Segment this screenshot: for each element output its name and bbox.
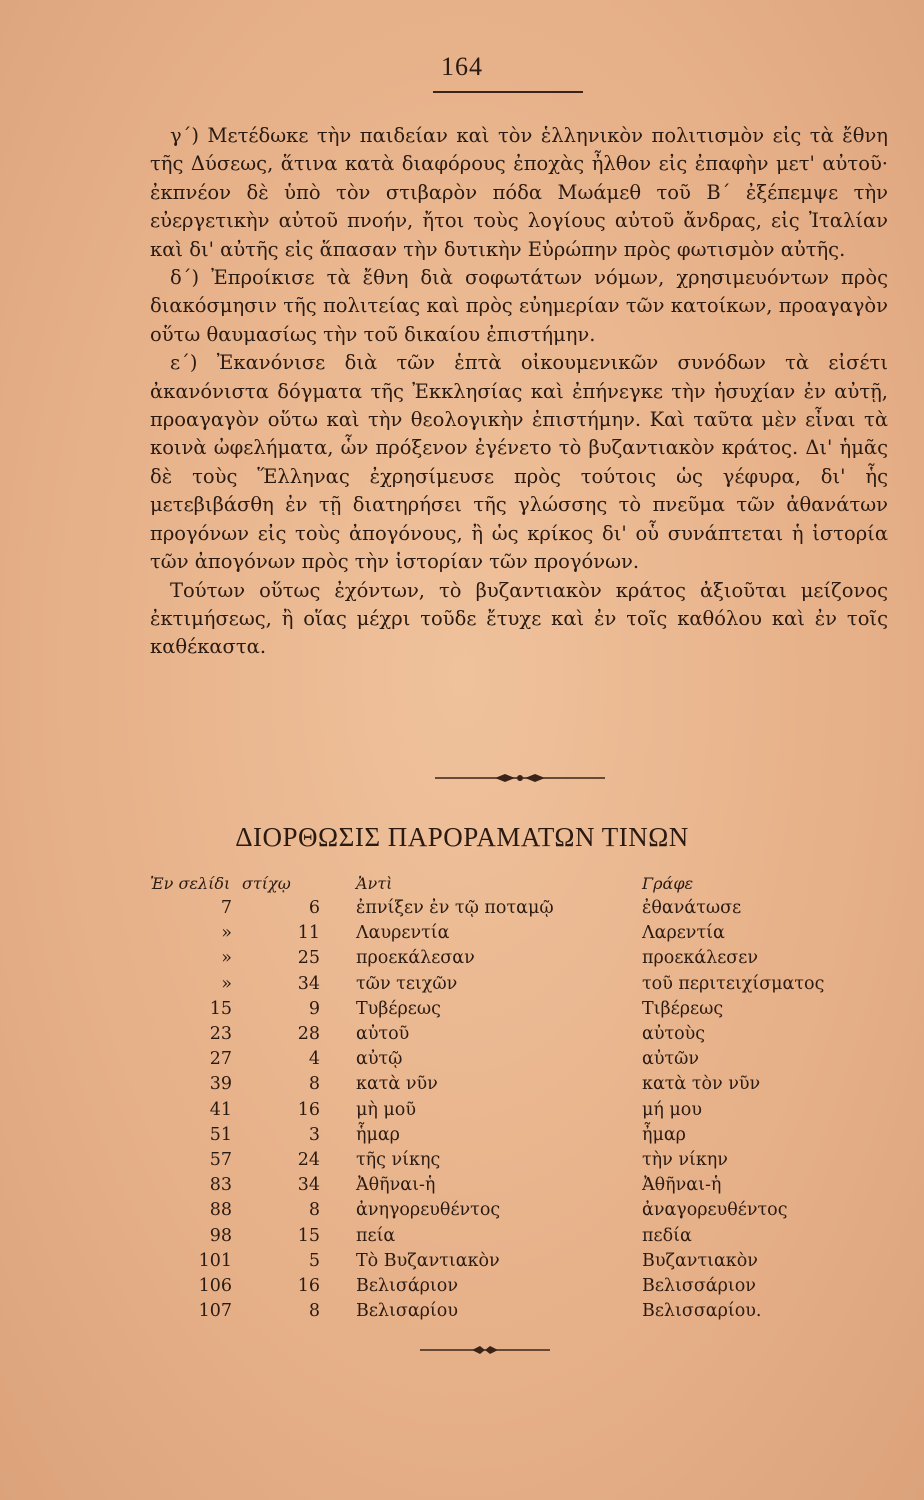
paragraph-conclusion: Τούτων οὕτως ἐχόντων, τὸ βυζαντιακὸν κράτος ἀξιοῦται μείζονος ἐκτιμήσεως, ἢ οἵας μέχρι τοῦδε ἔτυχε καὶ ἐν τοῖς καθόλου καὶ ἐν τοῖς καθέκαστα.	[150, 578, 888, 659]
errata-instead: ἐπνίξεν ἐν τῷ ποταμῷ	[356, 898, 554, 918]
errata-instead: προεκάλεσαν	[356, 948, 475, 969]
errata-row	[150, 1274, 850, 1299]
errata-line: 8	[308, 1301, 320, 1322]
errata-page: 23	[209, 1024, 232, 1045]
errata-page: 27	[209, 1049, 232, 1070]
errata-row	[150, 1299, 850, 1324]
errata-instead: Βελισαρίου	[356, 1301, 458, 1322]
errata-line: 28	[297, 1024, 320, 1045]
errata-title: ΔΙΟΡΘΩΣΙΣ ΠΑΡΟΡΑΜΑΤΩΝ ΤΙΝΩΝ	[235, 822, 689, 852]
errata-instead: Τὸ Βυζαντιακὸν	[356, 1250, 500, 1271]
errata-read: Βελισσαρίου.	[642, 1301, 762, 1322]
header-instead: Ἀντὶ	[356, 874, 393, 893]
errata-page: 101	[198, 1250, 232, 1271]
paragraph-gamma: γ΄) Μετέδωκε τὴν παιδείαν καὶ τὸν ἑλληνικὸν πολιτισμὸν εἰς τὰ ἔθνη τῆς Δύσεως, ἅτινα κατὰ διαφόρους ἐποχὰς ἦλθον εἰς ἐπαφὴν μετ' αὐτοῦ· ἐκπνέον δὲ ὑπὸ τὸν στιβαρὸν πόδα Μωάμεθ τοῦ Β΄ ἐξέπεμψε τὴν εὐεργετικὴν αὐτοῦ πνοήν, ἤτοι τοὺς λογίους αὐτοῦ ἄνδρας, εἰς Ἰταλίαν καὶ δι' αὐτῆς εἰς ἅπασαν τὴν δυτικὴν Εὐρώπην πρὸς φωτισμὸν αὐτῆς.	[150, 124, 888, 261]
errata-row	[150, 921, 850, 946]
errata-read: Ἀθῆναι-ἡ	[642, 1175, 722, 1196]
errata-instead: ἧμαρ	[356, 1124, 400, 1145]
errata-row	[150, 1198, 850, 1223]
errata-line: 16	[297, 1276, 320, 1297]
errata-row	[150, 896, 850, 921]
errata-read: μή μου	[642, 1099, 702, 1120]
errata-instead: πεία	[356, 1225, 396, 1246]
errata-row	[150, 1173, 850, 1198]
errata-page: 7	[220, 898, 232, 918]
errata-page: »	[221, 973, 232, 994]
errata-instead: αὐτῷ	[356, 1049, 403, 1070]
errata-read: ἀναγορευθέντος	[642, 1200, 788, 1221]
errata-line: 25	[297, 948, 320, 969]
header-rule	[433, 91, 583, 93]
page-number: 164	[441, 52, 483, 81]
errata-row	[150, 997, 850, 1022]
errata-row	[150, 1022, 850, 1047]
errata-instead: τῆς νίκης	[356, 1150, 441, 1171]
errata-line: 5	[308, 1250, 320, 1271]
errata-page: 88	[209, 1200, 232, 1221]
errata-page: »	[221, 923, 232, 944]
errata-line: 16	[297, 1099, 320, 1120]
errata-row	[150, 1148, 850, 1173]
errata-row	[150, 1098, 850, 1123]
errata-row	[150, 1123, 850, 1148]
errata-instead: Βελισάριον	[356, 1276, 458, 1297]
errata-read: Τιβέρεως	[642, 998, 724, 1019]
errata-row	[150, 1224, 850, 1249]
errata-body	[150, 896, 850, 1324]
errata-page: 83	[209, 1175, 232, 1196]
errata-row	[150, 1249, 850, 1274]
section-ornament	[435, 770, 605, 786]
header-read: Γράφε	[642, 874, 694, 893]
errata-page: 98	[209, 1225, 232, 1246]
header-page: Ἐν σελίδι	[150, 874, 231, 893]
errata-read: κατὰ τὸν νῦν	[642, 1074, 761, 1095]
errata-line: 4	[308, 1049, 320, 1070]
errata-line: 15	[297, 1225, 320, 1246]
errata-line: 34	[297, 1175, 320, 1196]
errata-line: 11	[297, 923, 320, 944]
errata-line: 6	[308, 898, 320, 918]
errata-instead: Ἀθῆναι-ἡ	[356, 1175, 436, 1196]
errata-instead: Τυβέρεως	[356, 998, 441, 1019]
errata-header-row	[150, 872, 850, 896]
errata-page: 106	[198, 1276, 232, 1297]
errata-read: αὐτῶν	[642, 1049, 700, 1070]
paragraph-delta: δ΄) Ἐπροίκισε τὰ ἔθνη διὰ σοφωτάτων νόμων, χρησιμευόντων πρὸς διακόσμησιν τῆς πολιτείας καὶ πρὸς εὐημερίαν τῶν κατοίκων, προαγαγὸν οὕτω θαυμασίως τὴν τοῦ δικαίου ἐπιστήμην.	[150, 266, 888, 346]
errata-instead: κατὰ νῦν	[356, 1074, 438, 1095]
errata-read: τοῦ περιτειχίσματος	[642, 973, 825, 994]
errata-instead: Λαυρεντία	[356, 923, 450, 944]
errata-line: 8	[308, 1200, 320, 1221]
errata-row	[150, 1047, 850, 1072]
errata-page: 57	[209, 1150, 232, 1171]
errata-line: 9	[308, 998, 320, 1019]
errata-read: Βυζαντιακὸν	[642, 1250, 758, 1271]
errata-row	[150, 946, 850, 971]
errata-read: προεκάλεσεν	[642, 948, 758, 969]
errata-read: ἦμαρ	[642, 1124, 686, 1145]
errata-page: 51	[209, 1124, 232, 1145]
errata-page: 107	[198, 1301, 232, 1322]
errata-row	[150, 1072, 850, 1097]
body-text	[150, 122, 888, 662]
errata-instead: ἀνηγορευθέντος	[356, 1200, 501, 1221]
errata-read: Βελισσάριον	[642, 1276, 756, 1297]
errata-line: 34	[297, 973, 320, 994]
errata-read: Λαρεντία	[642, 923, 725, 944]
errata-instead: αὐτοῦ	[356, 1024, 410, 1045]
errata-line: 8	[308, 1074, 320, 1095]
errata-instead: τῶν τειχῶν	[356, 973, 458, 994]
header-line: στίχῳ	[242, 874, 291, 893]
errata-page: 15	[209, 998, 232, 1019]
errata-table	[150, 872, 850, 1324]
errata-read: τὴν νίκην	[642, 1150, 728, 1171]
errata-page: 41	[209, 1099, 232, 1120]
errata-instead: μὴ μοῦ	[356, 1099, 416, 1120]
errata-line: 24	[297, 1150, 320, 1171]
errata-read: ἐθανάτωσε	[642, 898, 742, 918]
errata-read: πεδία	[642, 1225, 692, 1246]
end-ornament	[420, 1343, 550, 1357]
paragraph-epsilon: ε΄) Ἐκανόνισε διὰ τῶν ἑπτὰ οἰκουμενικῶν συνόδων τὰ εἰσέτι ἀκανόνιστα δόγματα τῆς Ἐκκλησίας καὶ ἐπήνεγκε τὴν ἡσυχίαν ἐν αὐτῇ, προαγαγὸν οὕτω καὶ τὴν θεολογικὴν ἐπιστήμην. Καὶ ταῦτα μὲν εἶναι τὰ κοινὰ ὠφελήματα, ὧν πρόξενον ἐγένετο τὸ βυζαντιακὸν κράτος. Δι' ἡμᾶς δὲ τοὺς Ἕλληνας ἐχρησίμευσε πρὸς τούτοις ὡς γέφυρα, δι' ἧς μετεβιβάσθη ἐν τῇ διατηρήσει τῆς γλώσσης τὸ πνεῦμα τῶν ἀθανάτων προγόνων εἰς τοὺς ἀπογόνους, ἢ ὡς κρίκος δι' οὗ συνάπτεται ἡ ἱστορία τῶν ἀπογόνων πρὸς τὴν ἱστορίαν τῶν προγόνων.	[150, 351, 888, 574]
errata-read: αὐτοὺς	[642, 1024, 706, 1045]
errata-line: 3	[308, 1124, 320, 1145]
errata-page: 39	[209, 1074, 232, 1095]
errata-row	[150, 972, 850, 997]
errata-page: »	[221, 948, 232, 969]
